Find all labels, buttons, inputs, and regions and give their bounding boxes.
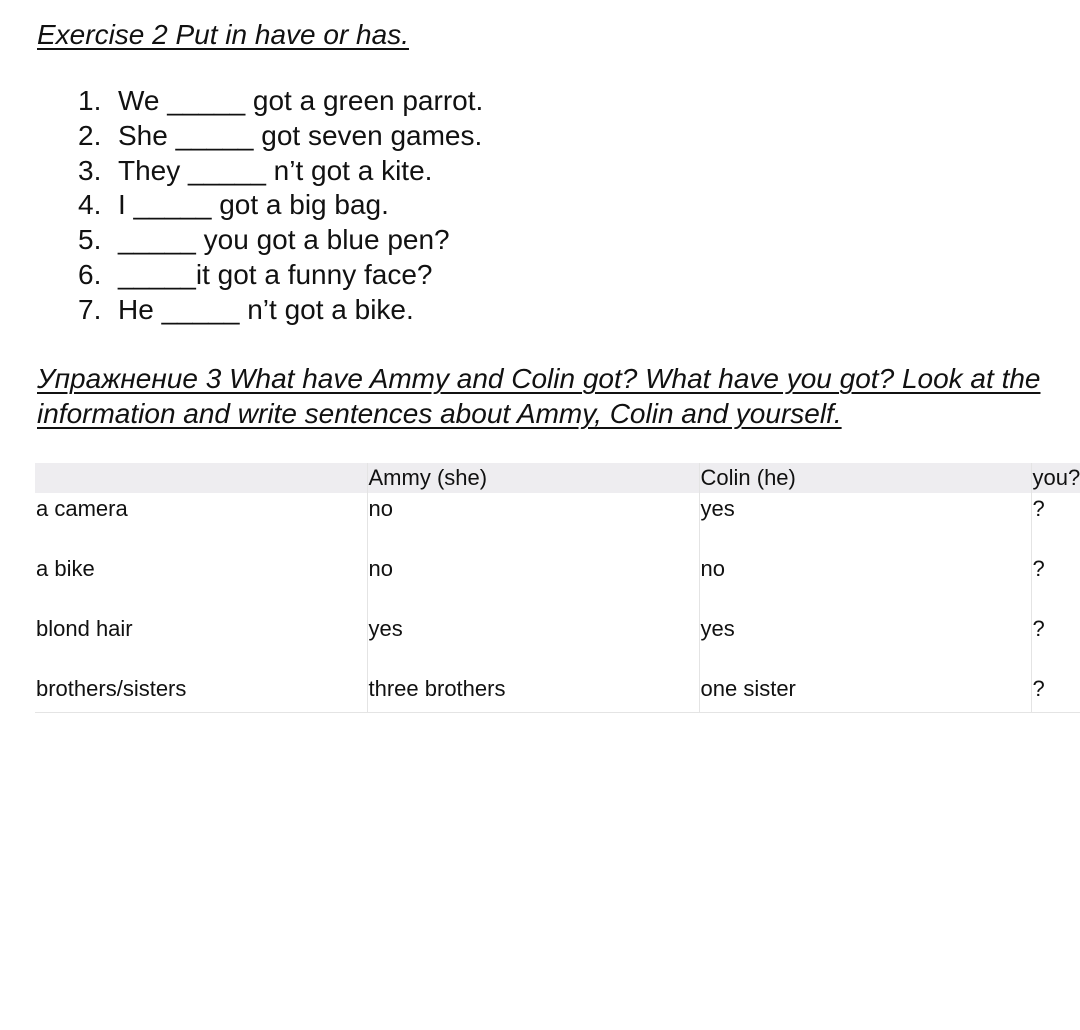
exercise-3-heading-line-2: information and write sentences about Ammy, Colin and yourself.	[37, 398, 842, 429]
table-row	[35, 553, 1080, 613]
header-cell-you: you?	[1031, 463, 1080, 493]
item-sentence: She _____ got seven games.	[118, 119, 483, 151]
item-sentence: They _____ n’t got a kite.	[118, 154, 433, 186]
row-label-cell: blond hair	[36, 616, 133, 641]
row-label-cell: a camera	[36, 496, 128, 521]
item-number: 1.	[78, 85, 102, 116]
item-number: 3.	[78, 154, 102, 186]
exercise-2-heading: Exercise 2 Put in have or has.	[37, 19, 409, 50]
exercise-3-heading-line-1: Упражнение 3 What have Ammy and Colin got? What have you got? Look at the	[37, 363, 1041, 394]
exercise-3-heading	[37, 361, 1041, 431]
you-cell: ?	[1031, 613, 1080, 673]
header-cell-ammy: Ammy (she)	[367, 463, 699, 493]
item-number: 2.	[78, 119, 102, 151]
item-number: 4.	[78, 189, 102, 221]
item-sentence: _____ you got a blue pen?	[118, 224, 450, 256]
exercise-item	[78, 154, 483, 189]
table-row	[35, 673, 1080, 713]
exercise-item	[78, 119, 483, 154]
colin-cell: one sister	[699, 673, 1031, 713]
colin-cell: no	[699, 553, 1031, 613]
item-sentence: I _____ got a big bag.	[118, 189, 389, 221]
item-number: 6.	[78, 258, 102, 290]
table-row	[35, 613, 1080, 673]
ammy-cell: three brothers	[367, 673, 699, 713]
exercise-item	[78, 258, 483, 293]
possessions-table	[35, 463, 1080, 713]
ammy-cell: yes	[367, 613, 699, 673]
item-number: 5.	[78, 224, 102, 256]
item-number: 7.	[78, 293, 102, 325]
ammy-cell: no	[367, 553, 699, 613]
ammy-cell: no	[367, 493, 699, 553]
item-sentence: He _____ n’t got a bike.	[118, 293, 414, 325]
header-cell-empty	[35, 463, 367, 493]
exercise-item	[78, 84, 483, 119]
table-header-row	[35, 463, 1080, 493]
item-sentence: We _____ got a green parrot.	[118, 85, 484, 116]
exercise-2-list	[78, 84, 483, 328]
exercise-item	[78, 293, 483, 328]
exercise-item	[78, 223, 483, 258]
you-cell: ?	[1031, 673, 1080, 713]
exercise-item	[78, 188, 483, 223]
you-cell: ?	[1031, 493, 1080, 553]
row-label-cell: a bike	[36, 556, 95, 581]
table-row	[35, 493, 1080, 553]
you-cell: ?	[1031, 553, 1080, 613]
header-cell-colin: Colin (he)	[699, 463, 1031, 493]
colin-cell: yes	[699, 493, 1031, 553]
colin-cell: yes	[699, 613, 1031, 673]
row-label-cell: brothers/sisters	[35, 673, 367, 713]
item-sentence: _____it got a funny face?	[118, 258, 433, 290]
